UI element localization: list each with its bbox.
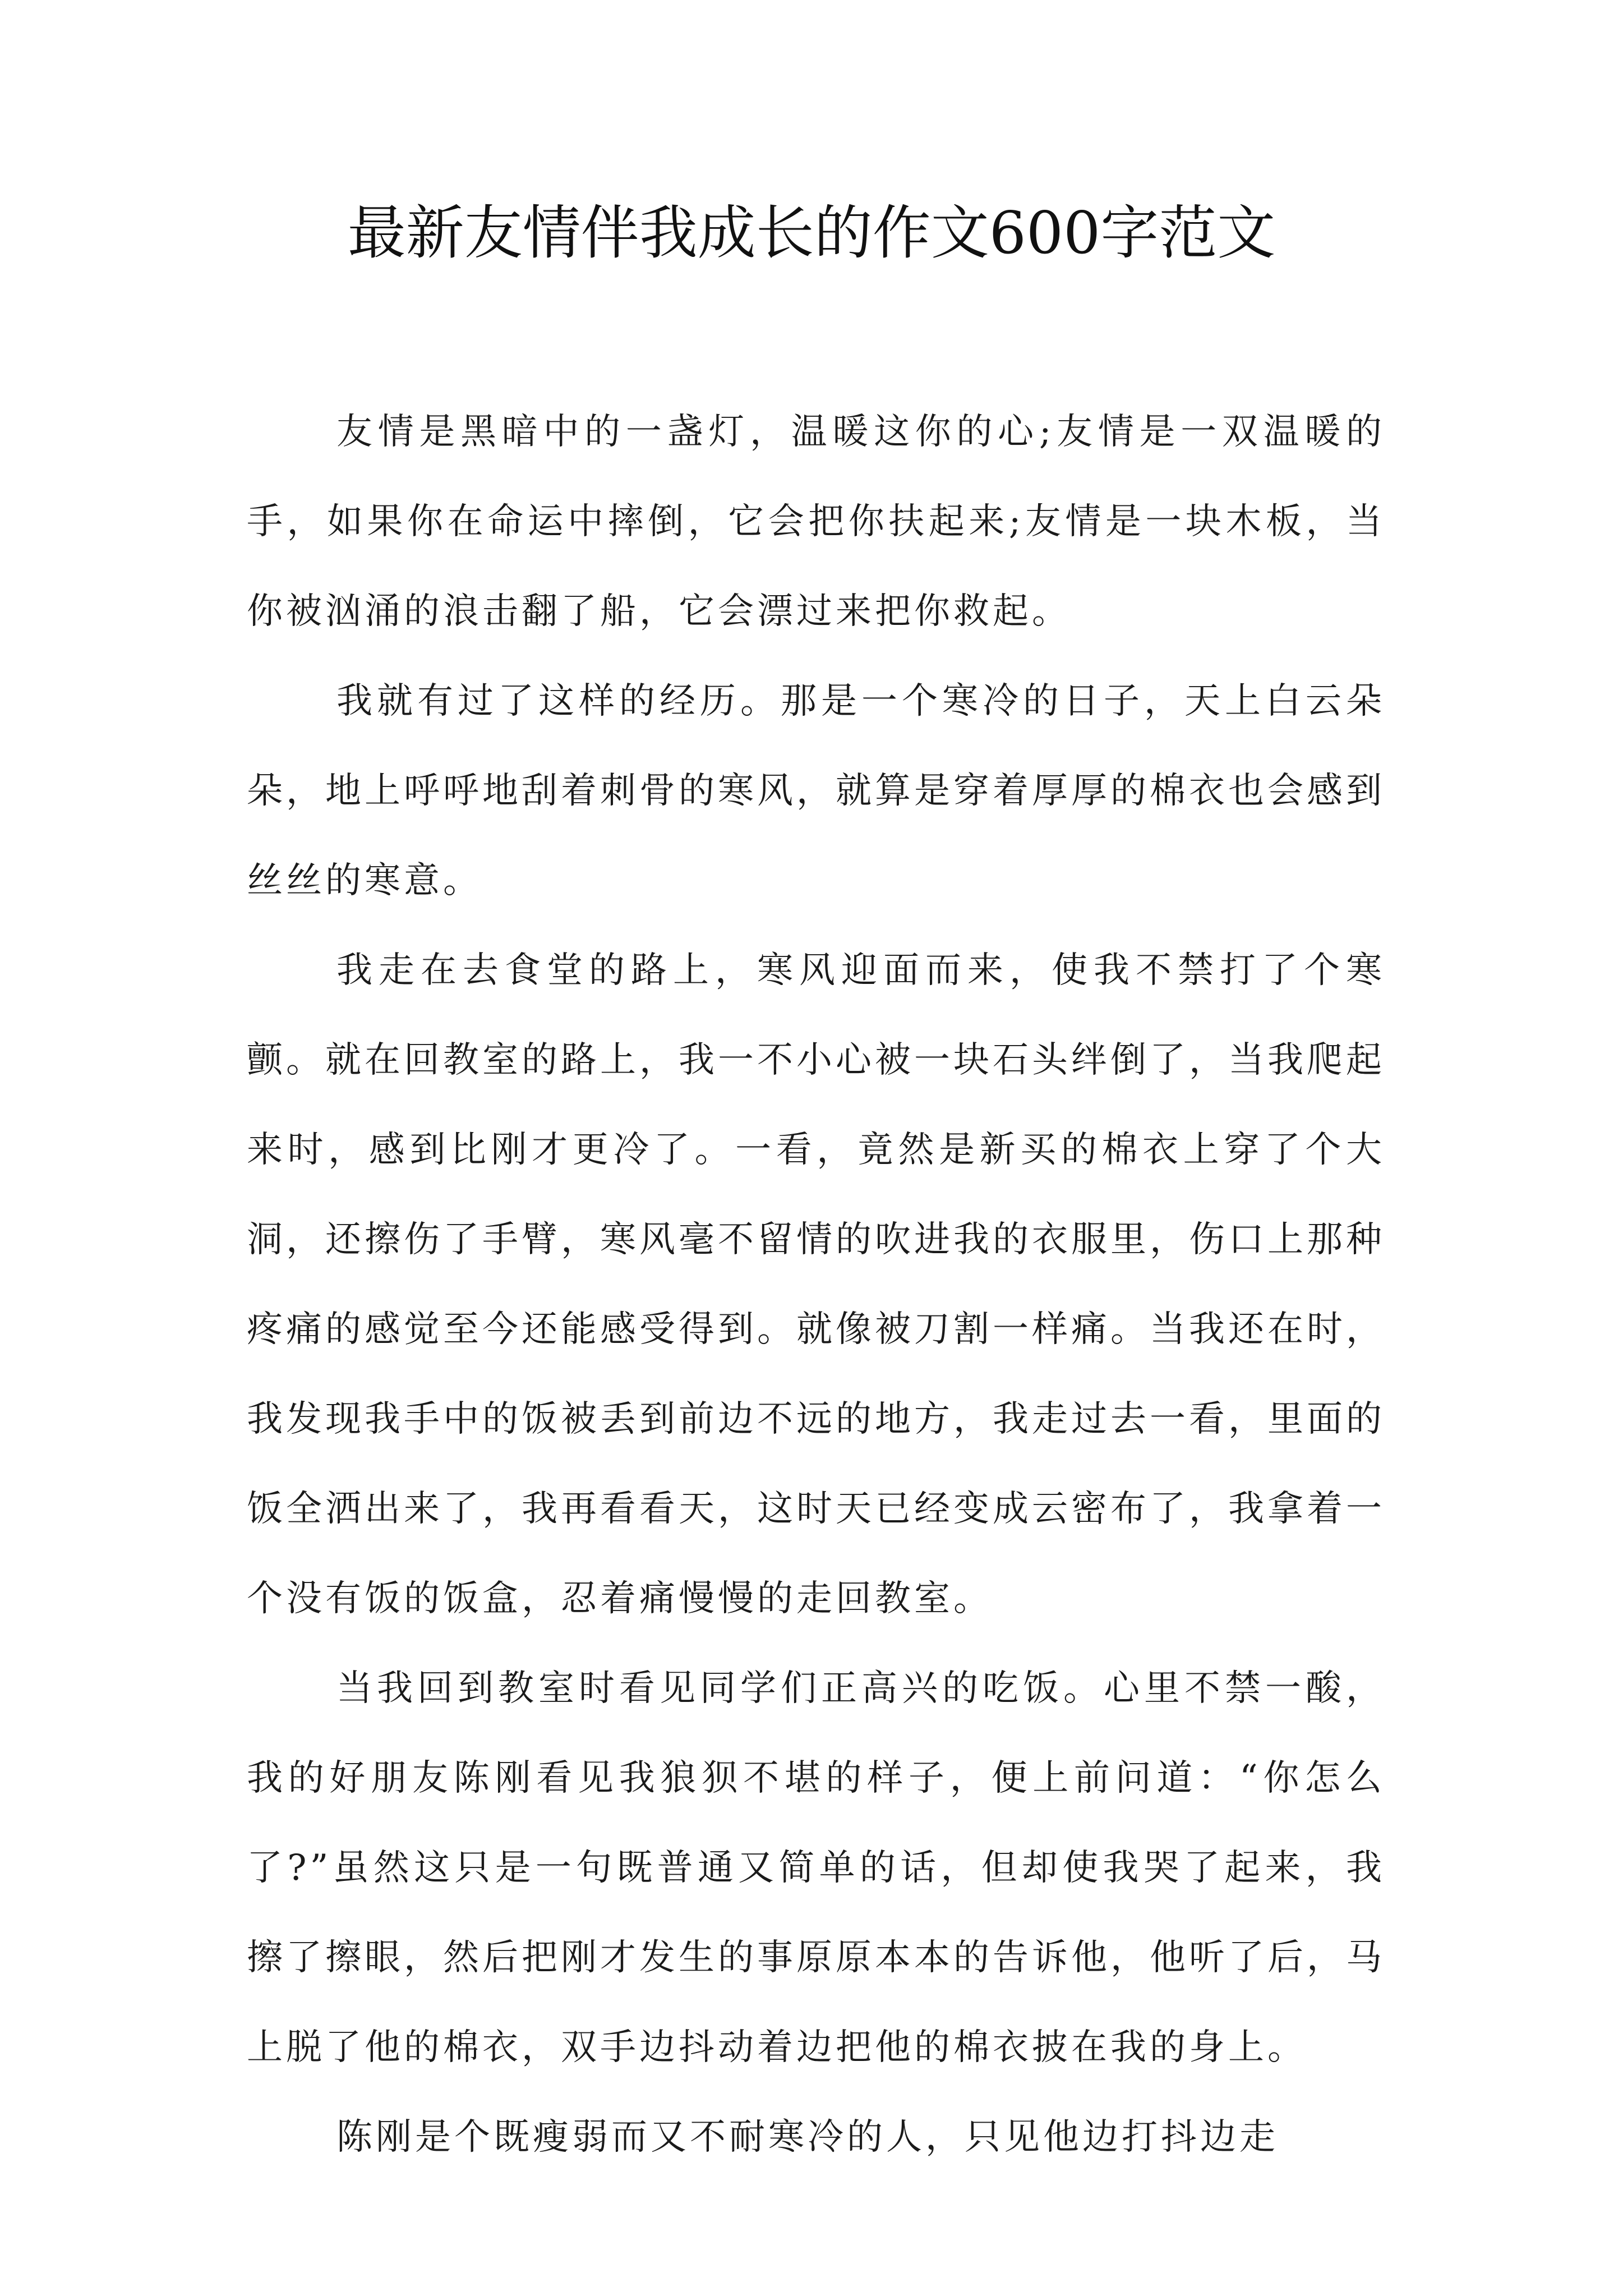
paragraph: 我就有过了这样的经历。那是一个寒冷的日子，天上白云朵朵，地上呼呼地刮着刺骨的寒风，就算是穿着厚厚的棉衣也会感到丝丝的寒意。 [247, 680, 1385, 901]
paragraph: 友情是黑暗中的一盏灯，温暖这你的心;友情是一双温暖的手，如果你在命运中摔倒，它会把你扶起来;友情是一块木板，当你被汹涌的浪击翻了船，它会漂过来把你救起。 [247, 411, 1385, 632]
paragraph: 当我回到教室时看见同学们正高兴的吃饭。心里不禁一酸，我的好朋友陈刚看见我狼狈不堪的样子，便上前问道：“你怎么了?”虽然这只是一句既普通又简单的话，但却使我哭了起来，我擦了擦眼，然后把刚才发生的事原原本本的告诉他，他听了后，马上脱了他的棉衣，双手边抖动着边把他的棉衣披在我的身上。 [247, 1668, 1385, 2068]
document-title: 最新友情伴我成长的作文600字范文 [347, 199, 1276, 267]
paragraph: 陈刚是个既瘦弱而又不耐寒冷的人，只见他边打抖边走 [336, 2116, 1279, 2158]
paragraph: 我走在去食堂的路上，寒风迎面而来，使我不禁打了个寒颤。就在回教室的路上，我一不小心被一块石头绊倒了，当我爬起来时，感到比刚才更冷了。一看，竟然是新买的棉衣上穿了个大洞，还擦伤了手臂，寒风毫不留情的吹进我的衣服里，伤口上那种疼痛的感觉至今还能感受得到。就像被刀割一样痛。当我还在时，我发现我手中的饭被丢到前边不远的地方，我走过去一看，里面的饭全洒出来了，我再看看天，这时天已经变成云密布了，我拿着一个没有饭的饭盒，忍着痛慢慢的走回教室。 [247, 950, 1385, 1619]
document-body [247, 387, 1385, 2182]
